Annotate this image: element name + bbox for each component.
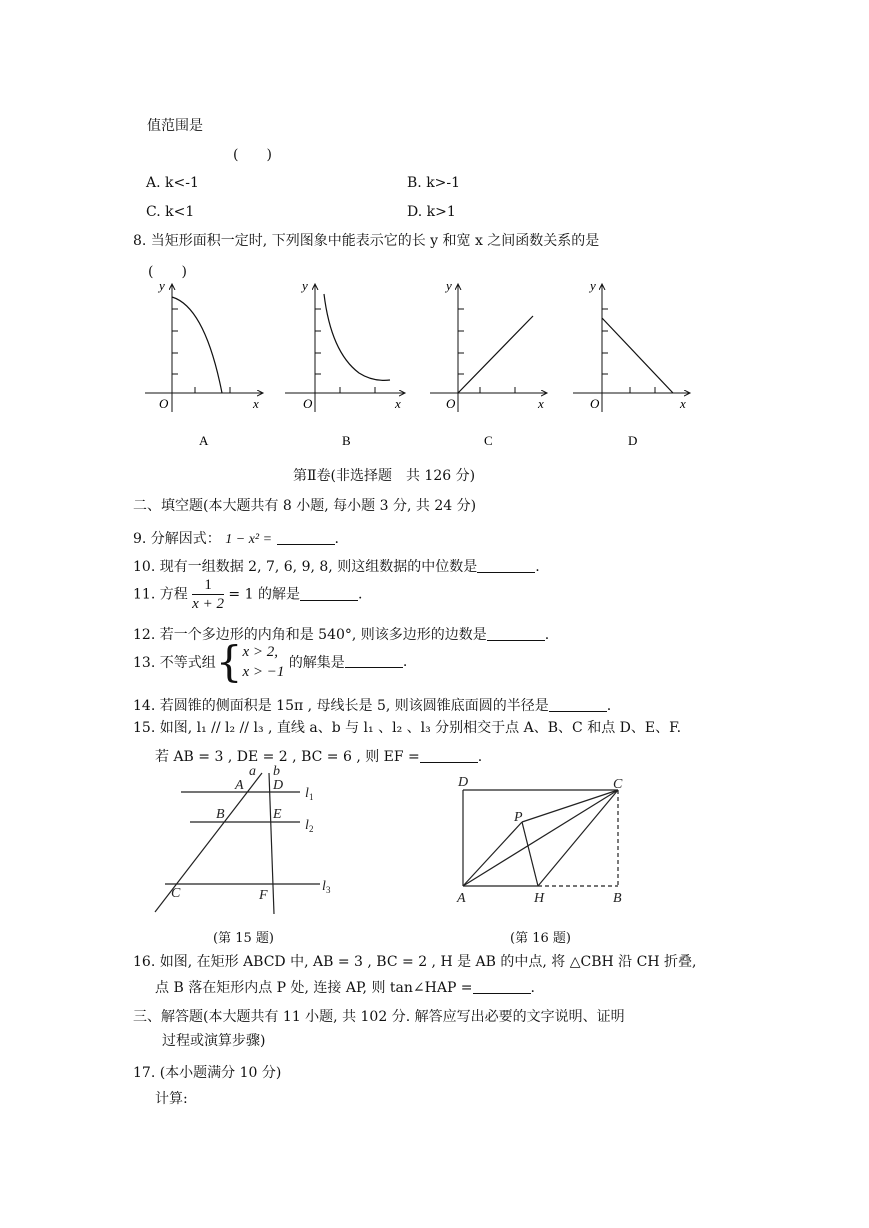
graph-b-x-label: x [395, 396, 401, 411]
q14-period: . [606, 698, 612, 714]
segment-hc [538, 790, 618, 886]
q13-line-1: x > 2, [242, 644, 278, 660]
label-line-b: b [273, 764, 280, 779]
figure-16-caption: (第 16 题) [510, 931, 571, 946]
q13-prefix: 13. 不等式组 [133, 655, 216, 671]
q14-text: 14. 若圆锥的侧面积是 15π , 母线长是 5, 则该圆锥底面圆的半径是 [133, 698, 549, 714]
label-l2: l [305, 818, 309, 833]
q7-option-c: C. k<1 [146, 204, 195, 220]
graph-c-line [458, 316, 533, 393]
q14 [133, 695, 611, 715]
q8-graphs [135, 272, 705, 452]
label-d-vertex: D [458, 775, 469, 790]
q16-line-1: 16. 如图, 在矩形 ABCD 中, AB = 3 , BC = 2 , H 是 AB 的中点, 将 △CBH 沿 CH 折叠, [133, 954, 697, 970]
q11-numerator: 1 [192, 576, 224, 595]
q9 [133, 528, 339, 548]
label-l3-subscript: 3 [326, 885, 331, 895]
segment-pc [522, 790, 618, 822]
q15-line-1: 15. 如图, l₁ // l₂ // l₃ , 直线 a、b 与 l₁ 、l₂ 、l₃ 分别相交于点 A、B、C 和点 D、E、F. [133, 720, 682, 736]
graph-c-y-label: y [446, 278, 452, 293]
q12-period: . [544, 627, 550, 643]
q7-option-b: B. k>-1 [407, 175, 461, 191]
graph-d-origin: O [590, 396, 600, 411]
graph-a-x-label: x [253, 396, 259, 411]
segment-ap [463, 822, 522, 886]
q15-answer-blank[interactable] [420, 748, 478, 763]
label-l2-subscript: 2 [309, 824, 314, 834]
q12-text: 12. 若一个多边形的内角和是 540°, 则该多边形的边数是 [133, 627, 487, 643]
label-h-point: H [534, 891, 545, 906]
graph-c [430, 278, 547, 448]
q17-title: 17. (本小题满分 10 分) [133, 1065, 282, 1081]
label-b-point: B [216, 807, 225, 822]
q15-line-2: 若 AB = 3 , DE = 2 , BC = 6 , 则 EF = [155, 749, 420, 765]
label-e-point: E [273, 807, 282, 822]
graph-d-line [602, 318, 673, 393]
line-b [269, 773, 274, 914]
graph-a [145, 278, 263, 448]
q9-period: . [334, 531, 339, 547]
graph-c-label: C [484, 433, 493, 448]
q11-answer-blank[interactable] [300, 586, 358, 601]
q10-text: 10. 现有一组数据 2, 7, 6, 9, 8, 则这组数据的中位数是 [133, 559, 478, 575]
q13-period: . [402, 654, 408, 670]
q13-brace: { [215, 637, 243, 686]
graph-c-x-label: x [538, 396, 544, 411]
graph-b-curve [324, 294, 390, 380]
section-solve-heading-line-2: 过程或演算步骤) [162, 1033, 266, 1049]
q17-subheading: 计算: [155, 1091, 188, 1107]
q8-answer-paren: ( ) [148, 264, 187, 280]
graph-c-origin: O [446, 396, 456, 411]
section-2-title: 第Ⅱ卷(非选择题 共 126 分) [293, 468, 476, 484]
graph-d-y-label: y [590, 278, 596, 293]
graph-a-y-label: y [159, 278, 165, 293]
q7-answer-paren: ( ) [233, 147, 272, 163]
q9-expression: 1 − x² = [225, 532, 273, 547]
graph-d-x-label: x [680, 396, 686, 411]
label-line-a: a [249, 764, 256, 779]
q11-denominator: x + 2 [192, 596, 224, 612]
q16-answer-blank[interactable] [473, 979, 531, 994]
label-c-point: C [171, 886, 181, 901]
q16-line-2: 点 B 落在矩形内点 P 处, 连接 AP, 则 tan∠HAP = [155, 980, 473, 996]
label-p-point: P [514, 810, 523, 825]
section-fill-in-heading: 二、填空题(本大题共有 8 小题, 每小题 3 分, 共 24 分) [133, 498, 477, 514]
graph-b-y-label: y [302, 278, 308, 293]
q7-stem-continuation: 值范围是 [147, 118, 203, 134]
label-l3: l [322, 879, 326, 894]
q16-period: . [530, 980, 535, 996]
q13-system [242, 642, 284, 682]
q7-option-d: D. k>1 [407, 204, 456, 220]
label-a-vertex: A [457, 891, 466, 906]
q11-equals-text: = 1 的解是 [228, 586, 300, 603]
segment-ph [522, 822, 538, 886]
q11 [133, 576, 362, 613]
label-a-point: A [235, 778, 244, 793]
label-c-vertex: C [613, 777, 623, 792]
figure-16 [450, 770, 640, 910]
label-l1: l [305, 786, 309, 801]
q13-post-text: 的解集是 [288, 655, 345, 671]
q9-answer-blank[interactable] [277, 530, 335, 545]
graph-a-label: A [199, 433, 209, 448]
q13-line-2: x > −1 [242, 664, 285, 680]
figure-15 [145, 763, 365, 918]
graph-d-label: D [628, 433, 638, 448]
q11-period: . [357, 586, 363, 603]
label-l1-subscript: 1 [309, 792, 314, 802]
graph-b-label: B [342, 433, 351, 448]
q8-stem: 8. 当矩形面积一定时, 下列图象中能表示它的长 y 和宽 x 之间函数关系的是 [133, 233, 600, 249]
label-d-point: D [273, 778, 284, 793]
q14-answer-blank[interactable] [549, 697, 607, 712]
q7-option-a: A. k<-1 [146, 175, 199, 191]
graph-b-origin: O [303, 396, 313, 411]
label-b-vertex: B [613, 891, 622, 906]
graph-a-origin: O [159, 396, 169, 411]
q10 [133, 556, 540, 576]
q12-answer-blank[interactable] [487, 626, 545, 641]
q9-prefix: 9. 分解因式： [133, 531, 221, 547]
segment-ac [463, 790, 618, 886]
graph-a-curve [172, 297, 222, 393]
q13-answer-blank[interactable] [345, 653, 403, 668]
label-f-point: F [259, 888, 268, 903]
q10-period: . [535, 559, 540, 575]
q11-prefix: 11. 方程 [133, 586, 188, 603]
graph-b [285, 278, 405, 448]
q11-fraction [192, 576, 224, 613]
q13 [133, 637, 408, 686]
section-solve-heading-line-1: 三、解答题(本大题共有 11 小题, 共 102 分. 解答应写出必要的文字说明、证明 [133, 1009, 625, 1025]
q15-period: . [477, 749, 483, 765]
q10-answer-blank[interactable] [477, 558, 535, 573]
graph-d [573, 278, 690, 448]
figure-15-caption: (第 15 题) [213, 931, 274, 946]
q16-line-2-wrap [155, 977, 535, 997]
